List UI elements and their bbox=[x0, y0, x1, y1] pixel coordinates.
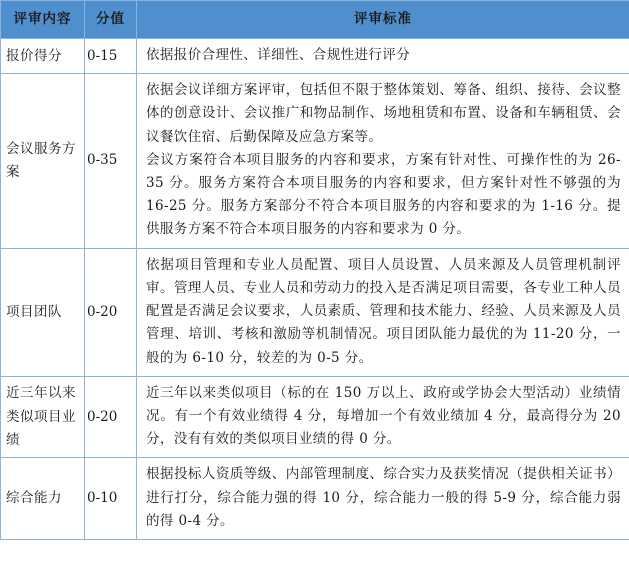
table-row bbox=[1, 458, 629, 540]
standard-paragraph: 依据项目管理和专业人员配置、项目人员设置、人员来源及人员管理机制评审。管理人员、专业人员和劳动力的投入是否满足项目需要，各专业工种人员配置是否满足会议要求，人员素质、管理和技术能力、经验、人员来源及人员管理、培训、考核和激励等机制情况。项目团队能力最优的为 11-20 分，一般的为 6-10 分，较差的为 0-5 分。 bbox=[146, 256, 621, 366]
column-header-score: 分值 bbox=[85, 1, 137, 39]
row-standard-text bbox=[137, 39, 629, 74]
row-item-name: 近三年以来类似项目业绩 bbox=[1, 376, 85, 458]
row-item-name: 报价得分 bbox=[1, 39, 85, 74]
table-body bbox=[1, 39, 629, 540]
row-score-range: 0-20 bbox=[85, 248, 137, 376]
row-standard-text bbox=[137, 74, 629, 249]
standard-paragraph: 依据报价合理性、详细性、合规性进行评分 bbox=[146, 47, 411, 64]
table-header bbox=[1, 1, 629, 39]
standard-paragraph: 会议方案符合本项目服务的内容和要求，方案有针对性、可操作性的为 26-35 分。服务方案符合本项目服务的内容和要求，但方案针对性不够强的为 16-25 分。服务方案部分不符合本项目服务的内容和要求的为 1-16 分。提供服务方案不符合本项目服务的内容和要求为 0 分。 bbox=[146, 151, 621, 238]
row-standard-text bbox=[137, 458, 629, 540]
table-row bbox=[1, 376, 629, 458]
row-item-name: 会议服务方案 bbox=[1, 74, 85, 249]
column-header-standard: 评审标准 bbox=[137, 1, 629, 39]
row-score-range: 0-20 bbox=[85, 376, 137, 458]
standard-paragraph: 依据会议详细方案评审，包括但不限于整体策划、筹备、组织、接待、会议整体的创意设计、会议推广和物品制作、场地租赁和布置、设备和车辆租赁、会议餐饮住宿、后勤保障及应急方案等。 bbox=[146, 82, 621, 145]
row-item-name: 项目团队 bbox=[1, 248, 85, 376]
row-score-range: 0-35 bbox=[85, 74, 137, 249]
table-row bbox=[1, 74, 629, 249]
standard-paragraph: 根据投标人资质等级、内部管理制度、综合实力及获奖情况（提供相关证书）进行打分，综合能力强的得 10 分，综合能力一般的得 5-9 分，综合能力弱的得 0-4 分。 bbox=[146, 466, 621, 529]
row-item-name: 综合能力 bbox=[1, 458, 85, 540]
row-standard-text bbox=[137, 376, 629, 458]
table-row bbox=[1, 248, 629, 376]
table-row bbox=[1, 39, 629, 74]
column-header-item: 评审内容 bbox=[1, 1, 85, 39]
row-score-range: 0-15 bbox=[85, 39, 137, 74]
row-standard-text bbox=[137, 248, 629, 376]
table-header-row bbox=[1, 1, 629, 39]
row-score-range: 0-10 bbox=[85, 458, 137, 540]
standard-paragraph: 近三年以来类似项目（标的在 150 万以上、政府或学协会大型活动）业绩情况。有一个有效业绩得 4 分，每增加一个有效业绩加 4 分，最高得分为 20 分，没有有效的类似项目业绩的得 0 分。 bbox=[146, 384, 621, 448]
